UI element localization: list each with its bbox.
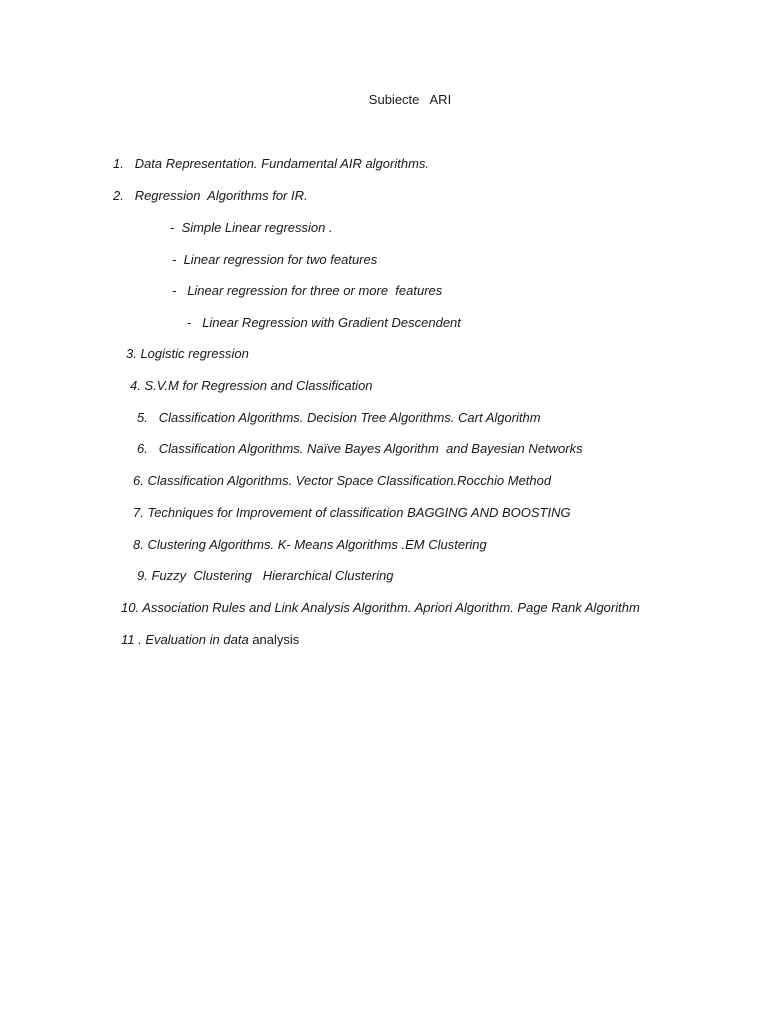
list-item-text: 11 . Evaluation in data	[121, 632, 249, 647]
list-item	[113, 156, 429, 172]
list-item-text: Linear regression for three or more features	[187, 283, 443, 298]
list-item: 10. Association Rules and Link Analysis Algorithm. Apriori Algorithm. Page Rank Algorithm	[121, 600, 640, 615]
list-item: 8. Clustering Algorithms. K- Means Algorithms .EM Clustering	[133, 537, 487, 552]
list-item-text: Regression Algorithms for IR.	[134, 188, 308, 203]
list-item-number: 1.	[113, 156, 124, 171]
list-item	[113, 188, 308, 204]
list-bullet: -	[187, 315, 192, 330]
list-item	[137, 441, 583, 457]
list-item-text-suffix: analysis	[252, 632, 300, 647]
list-item-text: Linear regression for two features	[183, 252, 378, 267]
list-bullet: -	[172, 252, 177, 267]
list-item: 4. S.V.M for Regression and Classification	[130, 378, 373, 393]
sub-list-item	[187, 315, 461, 331]
list-item-number: 6.	[137, 441, 148, 456]
list-item-text: Data Representation. Fundamental AIR algorithms.	[134, 156, 430, 171]
sub-list-item	[172, 283, 442, 299]
list-item-text: Classification Algorithms. Decision Tree Algorithms. Cart Algorithm	[158, 410, 541, 425]
list-bullet: -	[170, 220, 175, 235]
list-item	[137, 410, 541, 426]
list-item-number: 5.	[137, 410, 148, 425]
list-item-text: Linear Regression with Gradient Descendent	[202, 315, 461, 330]
page-title: Subiecte ARI	[368, 92, 452, 107]
list-item: 9. Fuzzy Clustering Hierarchical Clustering	[137, 568, 394, 583]
list-item: 7. Techniques for Improvement of classification BAGGING AND BOOSTING	[133, 505, 571, 520]
list-item: 3. Logistic regression	[126, 346, 249, 361]
list-bullet: -	[172, 283, 177, 298]
list-item	[121, 632, 299, 648]
sub-list-item	[172, 252, 377, 268]
list-item-text: Simple Linear regression .	[181, 220, 333, 235]
sub-list-item	[170, 220, 333, 236]
list-item-number: 2.	[113, 188, 124, 203]
list-item-text: Classification Algorithms. Naïve Bayes Algorithm and Bayesian Networks	[158, 441, 583, 456]
list-item: 6. Classification Algorithms. Vector Space Classification.Rocchio Method	[133, 473, 552, 488]
